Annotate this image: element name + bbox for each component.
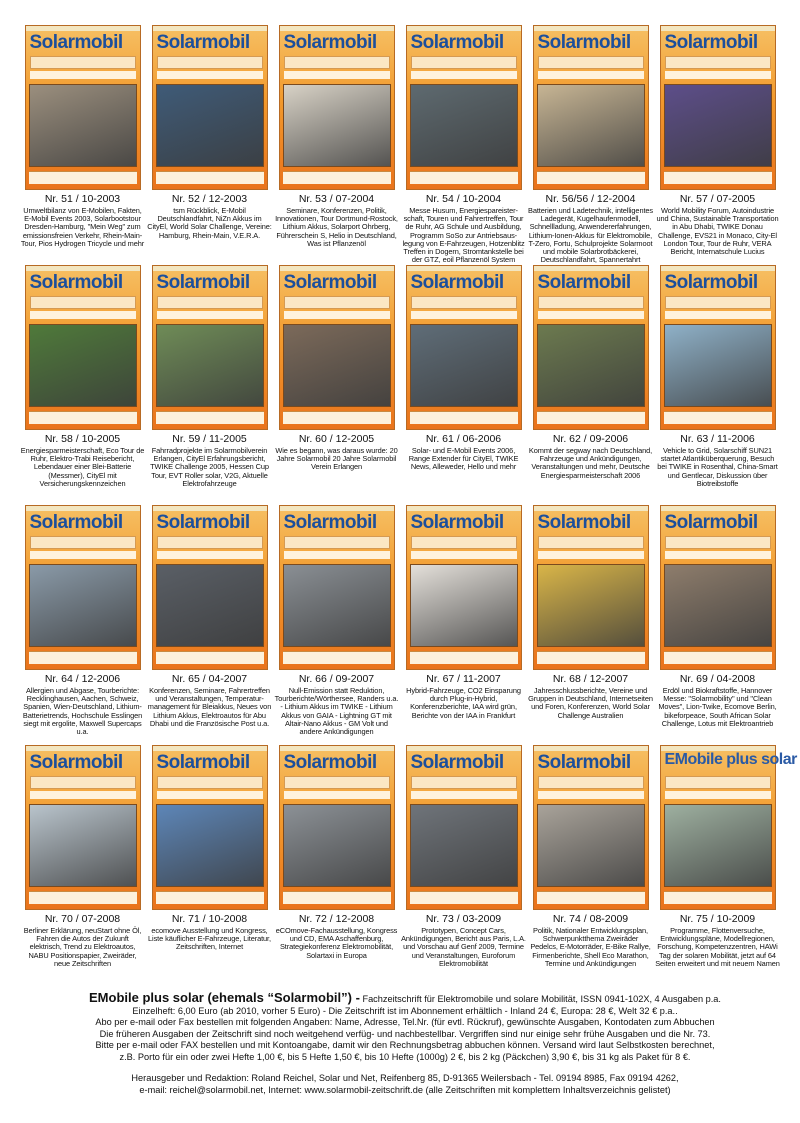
- cover-photo: [29, 564, 137, 647]
- cover-masthead: Solarmobil: [537, 512, 631, 533]
- issue-description: Konferenzen, Seminare, Fahrertreffen und Veranstaltungen, Temperatur-management für Bleiakkus, Neues von Lithium Akkus, Elektroautos für Abu Dhabi und die Französische Post u.a.: [147, 686, 272, 728]
- cover-masthead: Solarmobil: [29, 512, 123, 533]
- footer-note-1: Die früheren Ausgaben der Zeitschrift sind noch weitgehend verfüg- und nachbestellbar. Vergriffen sind nur einige sehr frühe Ausgaben und die Nr. 73.: [99, 1028, 711, 1039]
- footer-price: Einzelheft: 6,00 Euro (ab 2010, vorher 5 Euro) - Die Zeitschrift ist im Abonnement erhältlich - Inland 24 €, Europa: 28 €, Welt 32 € p.a..: [132, 1005, 678, 1016]
- issue-number: Nr. 64 / 12-2006: [44, 673, 121, 685]
- issue-description: Fahrradprojekte im Solarmobilverein Erlangen, CityEl Erfahrungsbericht, TWIKE Challenge 2005, Hessen Cup Tour, EVT Roller solar, V2G, Aktuelle Elektrofahrzeuge: [150, 446, 269, 488]
- issue-item: [20, 265, 145, 488]
- issue-item: [274, 25, 399, 248]
- issue-number: Nr. 75 / 10-2009: [679, 913, 756, 925]
- footer-publisher: Herausgeber und Redaktion: Roland Reichel, Solar und Net, Reifenberg 85, D-91365 Weilersbach - Tel. 09194 8985, Fax 09194 4262,: [131, 1073, 679, 1083]
- issue-number: Nr. 62 / 09-2006: [552, 433, 629, 445]
- cover-photo: [29, 84, 137, 167]
- cover-photo: [156, 564, 264, 647]
- issue-item: [20, 505, 145, 736]
- issue-item: [528, 505, 653, 720]
- issue-description: Wie es begann, was daraus wurde: 20 Jahre Solarmobil 20 Jahre Solarmobil Verein Erlangen: [275, 446, 398, 472]
- issue-number: Nr. 66 / 09-2007: [298, 673, 375, 685]
- cover-image: [406, 25, 522, 190]
- issue-description: Hybrid-Fahrzeuge, CO2 Einsparung durch Plug-in-Hybrid, Konferenzberichte, IAA wird grün, Berichte von der IAA in Frankfurt: [406, 686, 521, 720]
- footer-note-3: z.B. Porto für ein oder zwei Hefte 1,00 €, bis 5 Hefte 1,50 €, bis 10 Hefte (1000g) 2 €, bis 2 kg (Päckchen) 3,90 €, bis 31 kg als Paket für 8 €.: [119, 1051, 691, 1062]
- cover-photo: [664, 564, 772, 647]
- issue-number: Nr. 53 / 07-2004: [298, 193, 375, 205]
- issue-item: [147, 745, 272, 952]
- cover-masthead: Solarmobil: [156, 272, 250, 293]
- cover-image: [152, 505, 268, 670]
- issue-description: World Mobility Forum, Autoindustrie und China, Sustainable Transportation in Abu Dhabi, TWIKE Donau Challenge, EVS21 in Monaco, City-El London Tour, Tour de Ruhr, VERA Bericht, Internatschule Lucius: [656, 206, 779, 257]
- issue-item: [20, 25, 145, 248]
- issue-number: Nr. 70 / 07-2008: [44, 913, 121, 925]
- issue-number: Nr. 61 / 06-2006: [425, 433, 502, 445]
- cover-image: [660, 25, 776, 190]
- issue-description: eCOmove-Fachausstellung, Kongress und CD, EMA Aschaffenburg, Strategiekonferenz Elektromobilität, Solartaxi in Europa: [275, 926, 398, 960]
- cover-masthead: Solarmobil: [283, 752, 377, 773]
- cover-photo: [537, 564, 645, 647]
- issue-description: tsm Rückblick, E-Mobil Deutschlandfahrt, NiZn Akkus im CityEl, World Solar Challenge, Vereine: Hamburg, Rhein-Main, V.E.R.A.: [147, 206, 272, 240]
- cover-image: [25, 505, 141, 670]
- cover-photo: [283, 564, 391, 647]
- cover-masthead: Solarmobil: [156, 512, 250, 533]
- footer-title-line: [40, 992, 770, 1006]
- issue-number: Nr. 65 / 04-2007: [171, 673, 248, 685]
- cover-photo: [410, 84, 518, 167]
- cover-photo: [156, 84, 264, 167]
- issue-item: [274, 505, 399, 736]
- issue-description: Vehicle to Grid, Solarschiff SUN21 startet Atlantiküberquerung, Besuch bei TWIKE in Rosenthal, China-Smart und Gentlecar, Diskussion über Biotreibstoffe: [657, 446, 778, 488]
- cover-masthead: Solarmobil: [537, 752, 631, 773]
- issue-description: ecomove Ausstellung und Kongress, Liste käuflicher E-Fahrzeuge, Literatur, Zeitschriften, Internet: [148, 926, 271, 952]
- cover-image: [25, 25, 141, 190]
- cover-masthead: Solarmobil: [537, 32, 631, 53]
- issue-description: Energiesparmeisterschaft, Eco Tour de Ruhr, Elektro-Trabi Reisebericht, Lebendauer einer Blei-Batterie (Messmer), CityEl mit Versicherungskennzeichen: [20, 446, 145, 488]
- cover-masthead: Solarmobil: [664, 272, 758, 293]
- issue-number: Nr. 59 / 11-2005: [172, 433, 247, 445]
- cover-masthead: Solarmobil: [283, 32, 377, 53]
- cover-image: [660, 745, 797, 910]
- cover-image: [533, 505, 649, 670]
- issue-item: [655, 265, 780, 488]
- issue-item: [655, 505, 780, 728]
- cover-photo: [29, 324, 137, 407]
- issue-description: Politik, Nationaler Entwicklungsplan, Schwerpunktthema Zweiräder Pedelcs, E-Motorräder, E-Bike Rallye, Firmenberichte, Shell Eco Marathon, Termine und Ankündigungen: [530, 926, 651, 968]
- issue-item: [20, 745, 145, 968]
- cover-photo: [283, 324, 391, 407]
- footer-order: Abo per e-mail oder Fax bestellen mit folgenden Angaben: Name, Adresse, Tel.Nr. (für evtl. Rückruf), gewünschte Ausgaben, Kontodaten zum Abbuchen: [95, 1017, 715, 1027]
- issue-description: Umweltbilanz von E-Mobilen, Fakten, E-Mobil Events 2003, Solarbootstour Dresden-Hamburg, "Mein Weg" zum emissionsfreien Verkehr, Rhein-Main-Tour, Pios Hydrogen Tricycle und mehr: [20, 206, 145, 248]
- cover-masthead: Solarmobil: [410, 272, 504, 293]
- issue-item: [274, 745, 399, 960]
- issue-item: [655, 25, 780, 256]
- cover-masthead: Solarmobil: [156, 752, 250, 773]
- cover-masthead: Solarmobil: [410, 512, 504, 533]
- issue-item: [274, 265, 399, 472]
- cover-photo: [537, 804, 645, 887]
- cover-image: [660, 505, 776, 670]
- cover-image: [279, 25, 395, 190]
- cover-masthead: Solarmobil: [410, 32, 504, 53]
- cover-image: [533, 745, 649, 910]
- issue-description: Seminare, Konferenzen, Politik, Innovationen, Tour Dortmund-Rostock, Lithium Akkus, Solarport Ohrberg, Führerschein S, Helio in Deutschland, Was ist Pflanzenöl: [275, 206, 398, 248]
- issue-number: Nr. 56/56 / 12-2004: [545, 193, 636, 205]
- issue-description: Prototypen, Concept Cars, Ankündigungen, Bericht aus Paris, L.A. und Vorschau auf Genf 2009, Termine und Veranstaltungen, Euroforum Elektromobilität: [401, 926, 526, 968]
- footer: [40, 992, 770, 1096]
- issue-description: Programme, Flottenversuche, Entwicklungspläne, Modellregionen, Forschung, Kompetenzzentren, HAWi Tag der solaren Mobilität, jetzt auf 64 Seiten erweitert und mit neuem Namen: [655, 926, 780, 968]
- cover-photo: [537, 324, 645, 407]
- cover-image: [533, 25, 649, 190]
- cover-masthead: Solarmobil: [283, 512, 377, 533]
- cover-photo: [664, 804, 772, 887]
- cover-image: [406, 265, 522, 430]
- cover-masthead: Solarmobil: [156, 32, 250, 53]
- cover-image: [152, 745, 268, 910]
- issue-number: Nr. 73 / 03-2009: [425, 913, 502, 925]
- cover-masthead: Solarmobil: [664, 32, 758, 53]
- issue-description: Erdöl und Biokraftstoffe, Hannover Messe: "Solarmobility" und "Clean Moves", Lion-Twike, Ecomove Berlin, bikeforpeace, South African Solar Challenge, Lotus mit Elektroantrieb: [658, 686, 777, 728]
- issue-item: [147, 265, 272, 488]
- issue-number: Nr. 63 / 11-2006: [680, 433, 755, 445]
- issue-description: Allergien und Abgase, Tourberichte: Recklinghausen, Aachen, Schweiz, Spanien, Wien-Deutschland, Lithium-Batterietrends, Hochschule Esslingen siegt mit ergolite, Maxwell Supercaps u.a.: [22, 686, 143, 737]
- issue-number: Nr. 68 / 12-2007: [552, 673, 629, 685]
- footer-title-rest: Fachzeitschrift für Elektromobile und solare Mobilität, ISSN 0941-102X, 4 Ausgaben p.a.: [359, 994, 721, 1004]
- cover-image: [533, 265, 649, 430]
- issue-description: Jahresschlussberichte, Vereine und Gruppen in Deutschland, Internetseiten und Foren, Konferenzen, World Solar Challenge Australien: [528, 686, 653, 720]
- issue-item: [401, 25, 526, 264]
- cover-photo: [664, 324, 772, 407]
- cover-photo: [283, 84, 391, 167]
- issue-description: Berliner Erklärung, neuStart ohne Öl, Fahren die Autos der Zukunft elektrisch, Trend zu Elektroautos, NABU Positionspapier, Zweiräder, neue Zeitschriften: [23, 926, 142, 968]
- cover-masthead: Solarmobil: [29, 272, 123, 293]
- issue-description: Kommt der segway nach Deutschland, Fahrzeuge und Ankündigungen, Veranstaltungen und mehr, Deutsche Energiesparmeisterschaft 2006: [528, 446, 653, 480]
- issue-item: [147, 25, 272, 240]
- issue-number: Nr. 52 / 12-2003: [171, 193, 248, 205]
- cover-photo: [29, 804, 137, 887]
- issue-item: [401, 745, 526, 968]
- issue-item: [528, 265, 653, 480]
- issue-item: [147, 505, 272, 728]
- cover-masthead: Solarmobil: [29, 32, 123, 53]
- cover-image: [25, 745, 141, 910]
- issue-number: Nr. 58 / 10-2005: [44, 433, 121, 445]
- issue-description: Messe Husum, Energiespareister-schaft, Touren und Fahrertreffen, Tour de Ruhr, AG Schule und Ausbildung, Programm SoSo zur Antriebsaus-legung von E-Fahrzeugen, Hotzenblitz Treffen in Dogern, Stromtankstelle bei der GTZ, eoil Pflanzenöl System: [402, 206, 525, 265]
- cover-masthead: EMobile plus solar: [664, 751, 797, 768]
- cover-image: [279, 505, 395, 670]
- cover-photo: [410, 564, 518, 647]
- issue-description: Solar- und E-Mobil Events 2006, Range Extender für CityEl, TWIKE News, Alleweder, Hello und mehr: [408, 446, 519, 472]
- issue-number: Nr. 57 / 07-2005: [679, 193, 756, 205]
- issue-number: Nr. 74 / 08-2009: [552, 913, 629, 925]
- cover-photo: [410, 324, 518, 407]
- footer-note-2: Bitte per e-mail oder FAX bestellen und mit Kontoangabe, damit wir den Rechnungsbetrag abbuchen können. Versand wird laut Selbstkosten berechnet,: [95, 1040, 715, 1050]
- cover-photo: [664, 84, 772, 167]
- issue-description: Null-Emission statt Reduktion, Tourberichte/Wörthersee, Randers u.a. - Lithium Akkus im TWIKE - Lithium Akkus von GAIA - Lightning GT mit Altair-Nano Akkus - GM Volt und andere Ankündigungen: [274, 686, 399, 737]
- issue-item: [655, 745, 797, 968]
- issue-item: [528, 745, 653, 968]
- issue-description: Batterien und Ladetechnik, intelligentes Ladegerät, Kugelhaufenmodell, Schnellladung, Anwendererfahrungen, Lithium-Ionen-Akkus für Elektromobile, T-Zero, Fortu, Schulprojekte Solarmoot und mobile Solarbrotbäckerei, Deutschlandfahrt, Spannertahrt: [528, 206, 654, 265]
- issue-item: [401, 265, 526, 472]
- issue-number: Nr. 60 / 12-2005: [298, 433, 375, 445]
- cover-masthead: Solarmobil: [537, 272, 631, 293]
- issue-number: Nr. 71 / 10-2008: [171, 913, 248, 925]
- cover-photo: [537, 84, 645, 167]
- issue-number: Nr. 72 / 12-2008: [298, 913, 375, 925]
- footer-title: EMobile plus solar (ehemals “Solarmobil”) -: [89, 990, 360, 1005]
- cover-photo: [156, 324, 264, 407]
- issue-item: [401, 505, 526, 720]
- footer-contact: e-mail: reichel@solarmobil.net, Internet: www.solarmobil-zeitschrift.de (alle Zeitschriften mit komplettem Inhaltsverzeichnis gelistet): [139, 1084, 671, 1095]
- cover-masthead: Solarmobil: [29, 752, 123, 773]
- issue-number: Nr. 51 / 10-2003: [44, 193, 121, 205]
- issue-item: [528, 25, 653, 264]
- cover-image: [406, 505, 522, 670]
- cover-photo: [410, 804, 518, 887]
- cover-masthead: Solarmobil: [664, 512, 758, 533]
- issue-number: Nr. 69 / 04-2008: [679, 673, 756, 685]
- cover-masthead: Solarmobil: [283, 272, 377, 293]
- issue-number: Nr. 54 / 10-2004: [425, 193, 502, 205]
- cover-photo: [156, 804, 264, 887]
- cover-image: [279, 745, 395, 910]
- cover-image: [406, 745, 522, 910]
- cover-image: [152, 265, 268, 430]
- issue-number: Nr. 67 / 11-2007: [426, 673, 501, 685]
- cover-image: [152, 25, 268, 190]
- cover-image: [660, 265, 776, 430]
- cover-masthead: Solarmobil: [410, 752, 504, 773]
- cover-image: [279, 265, 395, 430]
- cover-photo: [283, 804, 391, 887]
- cover-image: [25, 265, 141, 430]
